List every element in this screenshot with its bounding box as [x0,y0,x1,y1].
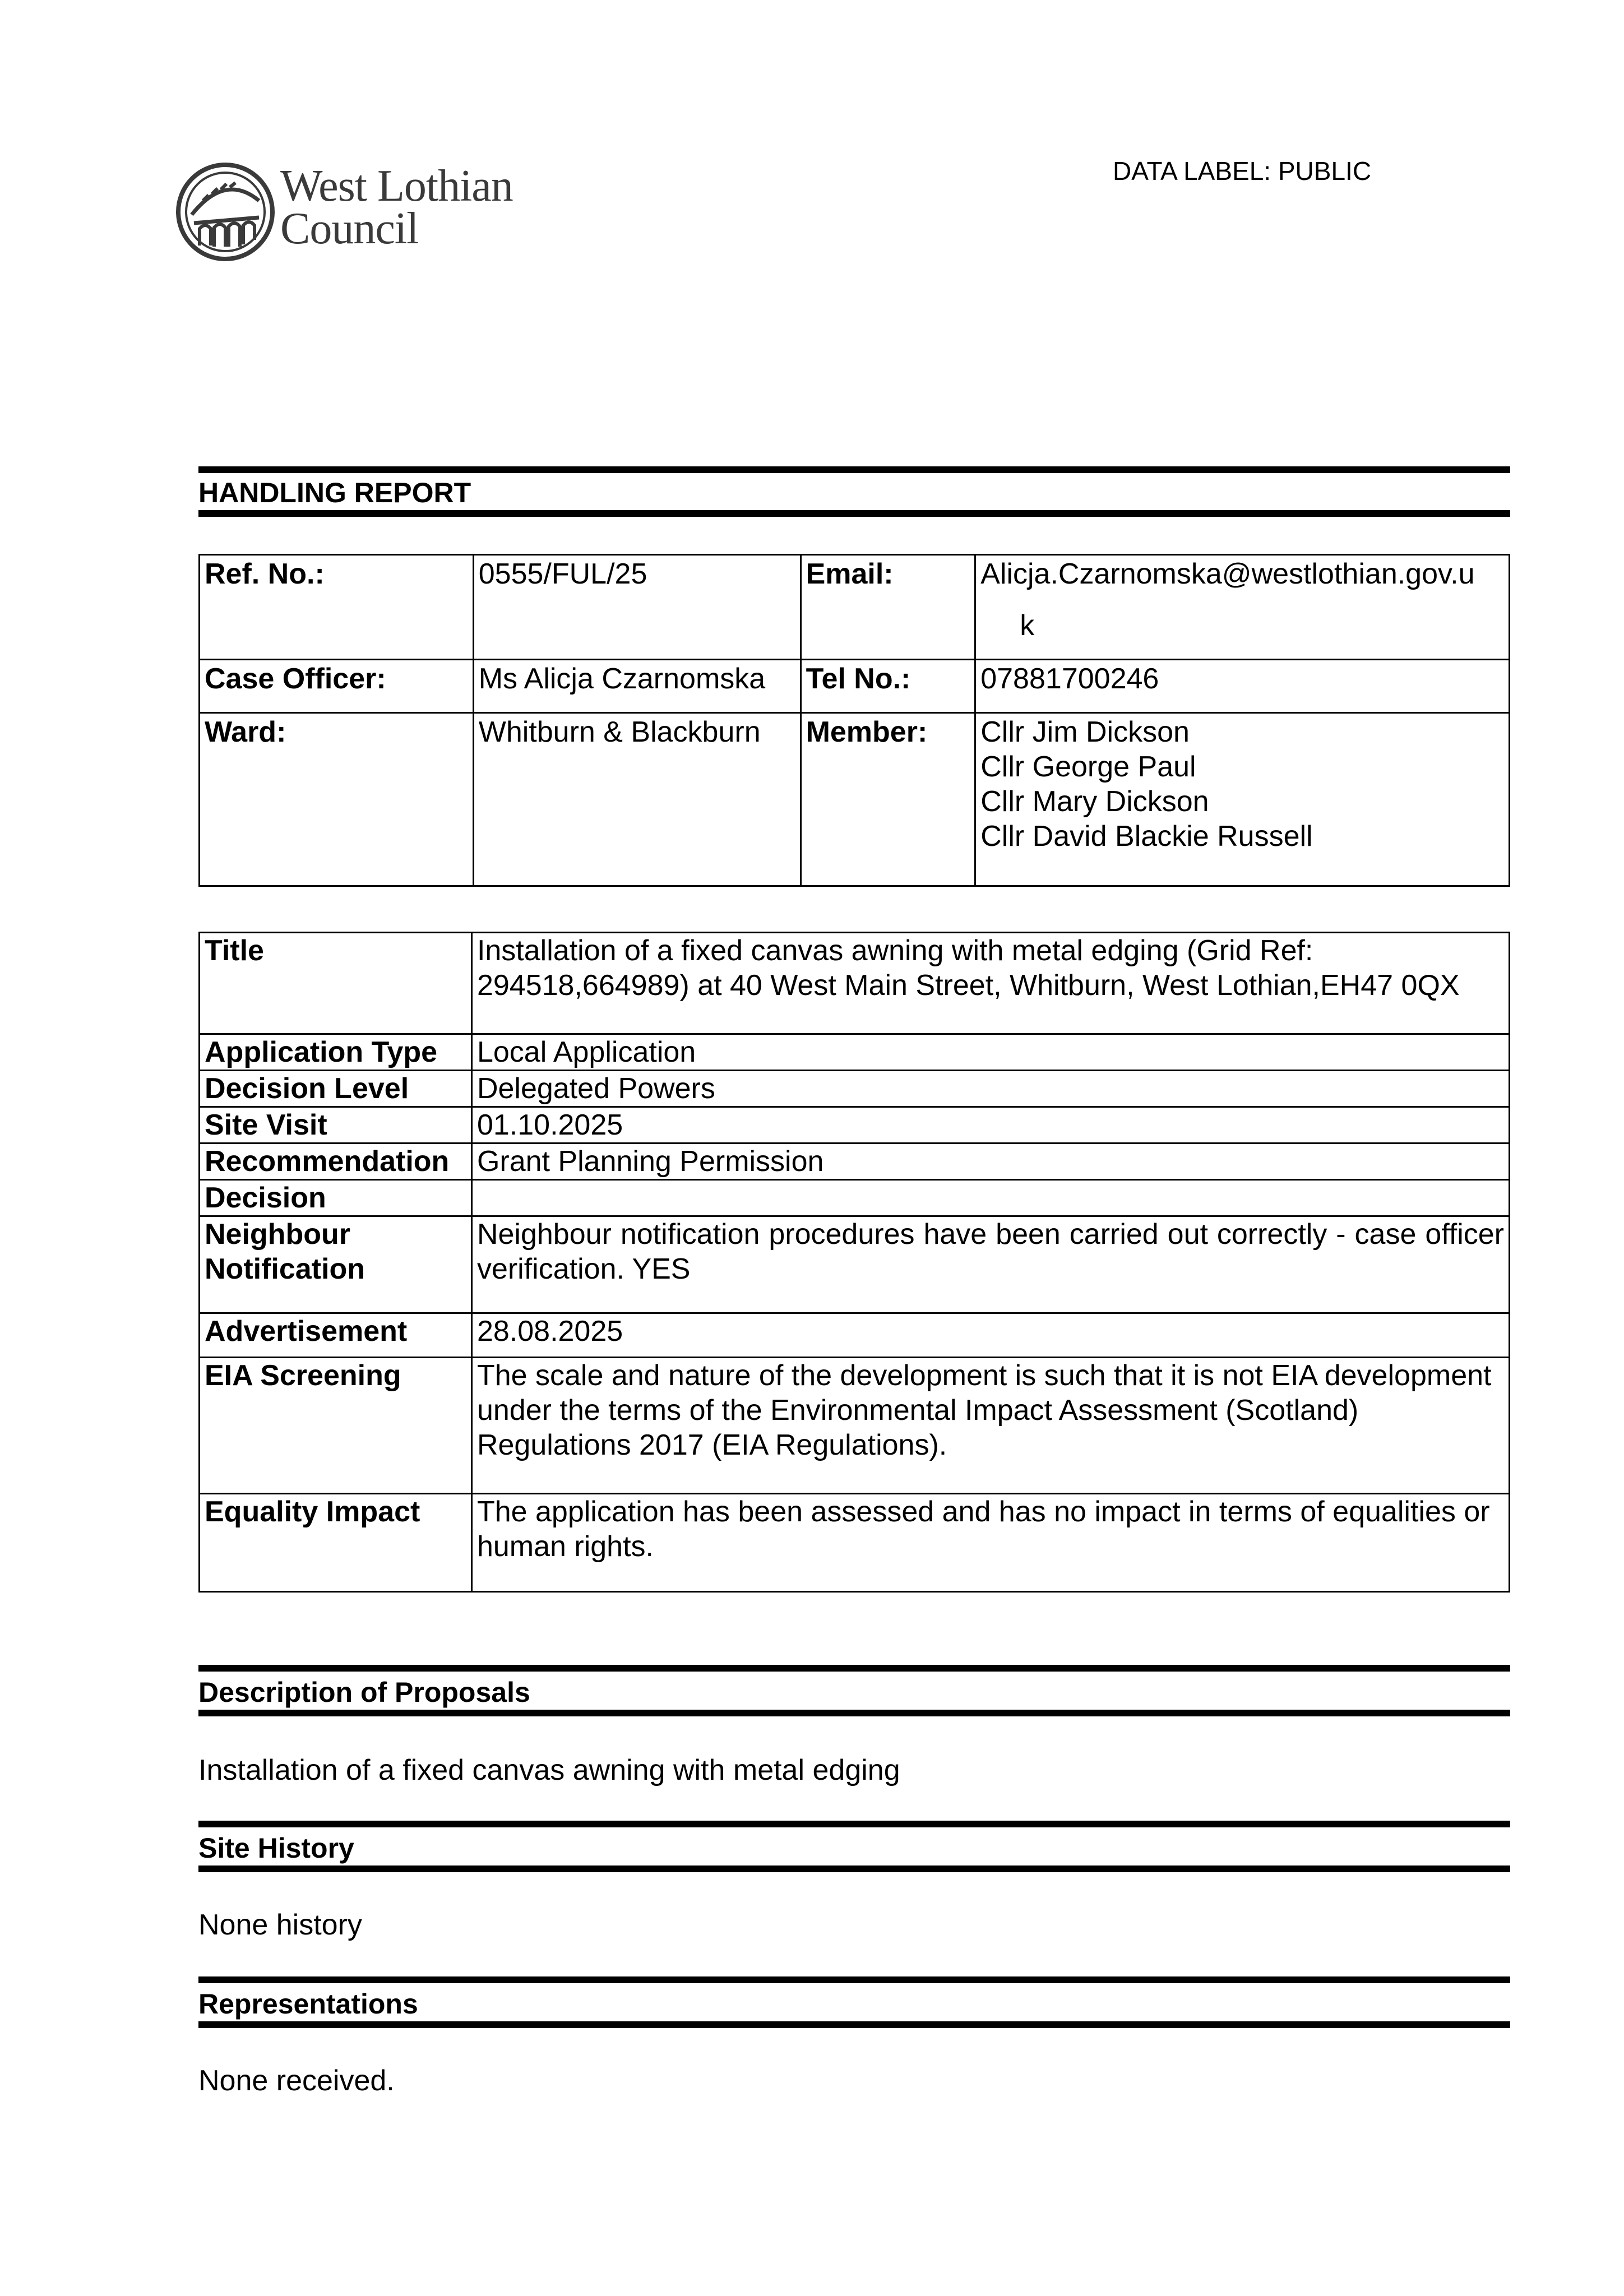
decision-value [471,1180,1509,1216]
decision-level-value: Delegated Powers [471,1071,1509,1107]
title-label: Title [200,933,472,1034]
representations-text: None received. [198,2064,395,2097]
heading-rule-bottom [198,510,1510,517]
table-row [200,1216,1510,1313]
council-name-line1: West Lothian [280,161,513,211]
table-row [200,660,1510,713]
council-logo [175,161,567,268]
eia-value: The scale and nature of the development is such that it is not EIA development under the terms of the Environmental Impact Assessment (Scotland) Regulations 2017 (EIA Regulations). [471,1358,1509,1494]
email-line-1: Alicja.Czarnomska@westlothian.gov.u [980,558,1475,590]
neighbour-label [200,1216,472,1313]
equality-value: The application has been assessed and has no impact in terms of equalities or human rights. [471,1494,1509,1592]
email-value[interactable] [975,555,1510,660]
officer-label: Case Officer: [200,660,474,713]
app-type-value: Local Application [471,1034,1509,1071]
table-row [200,713,1510,886]
title-value: Installation of a fixed canvas awning with metal edging (Grid Ref: 294518,664989) at 40 West Main Street, Whitburn, West Lothian,EH47 0QX [471,933,1509,1034]
recommendation-label: Recommendation [200,1144,472,1180]
proposals-text: Installation of a fixed canvas awning with metal edging [198,1754,900,1786]
council-emblem-icon [175,161,276,262]
officer-value: Ms Alicja Czarnomska [473,660,801,713]
table-row [200,555,1510,660]
data-label: DATA LABEL: PUBLIC [1113,156,1372,186]
member-item: Cllr Mary Dickson [980,785,1209,818]
site-visit-label: Site Visit [200,1107,472,1144]
table-row [200,933,1510,1034]
member-item: Cllr David Blackie Russell [980,820,1313,853]
tel-label: Tel No.: [801,660,975,713]
heading-rule-top [198,466,1510,473]
history-rule-top [198,1821,1510,1827]
ward-label: Ward: [200,713,474,886]
table-row [200,1034,1510,1071]
contact-table [198,554,1510,887]
table-row [200,1180,1510,1216]
member-item: Cllr George Paul [980,751,1196,783]
ref-value: 0555/FUL/25 [473,555,801,660]
app-type-label: Application Type [200,1034,472,1071]
neighbour-label-line1: Neighbour [205,1218,350,1251]
history-text: None history [198,1909,362,1941]
report-heading: HANDLING REPORT [198,477,471,508]
proposals-heading: Description of Proposals [198,1677,530,1708]
history-heading: Site History [198,1832,354,1864]
representations-heading: Representations [198,1988,418,2020]
ref-label: Ref. No.: [200,555,474,660]
site-visit-value: 01.10.2025 [471,1107,1509,1144]
member-label: Member: [801,713,975,886]
table-row [200,1071,1510,1107]
representations-rule-bottom [198,2021,1510,2028]
table-row [200,1358,1510,1494]
recommendation-value: Grant Planning Permission [471,1144,1509,1180]
advert-label: Advertisement [200,1313,472,1358]
member-list [975,713,1510,886]
table-row [200,1107,1510,1144]
council-name-line2: Council [280,204,419,253]
tel-value: 07881700246 [975,660,1510,713]
proposals-rule-bottom [198,1710,1510,1716]
ward-value: Whitburn & Blackburn [473,713,801,886]
council-name [280,161,513,253]
decision-label: Decision [200,1180,472,1216]
proposals-rule-top [198,1665,1510,1672]
details-table [198,932,1510,1593]
table-row [200,1144,1510,1180]
email-line-2: k [1020,609,1035,642]
decision-level-label: Decision Level [200,1071,472,1107]
email-label: Email: [801,555,975,660]
equality-label: Equality Impact [200,1494,472,1592]
table-row [200,1313,1510,1358]
advert-value: 28.08.2025 [471,1313,1509,1358]
member-item: Cllr Jim Dickson [980,716,1190,748]
representations-rule-top [198,1976,1510,1983]
table-row [200,1494,1510,1592]
eia-label: EIA Screening [200,1358,472,1494]
neighbour-value: Neighbour notification procedures have been carried out correctly - case officer verification. YES [471,1216,1509,1313]
history-rule-bottom [198,1866,1510,1872]
neighbour-label-line2: Notification [205,1253,365,1285]
